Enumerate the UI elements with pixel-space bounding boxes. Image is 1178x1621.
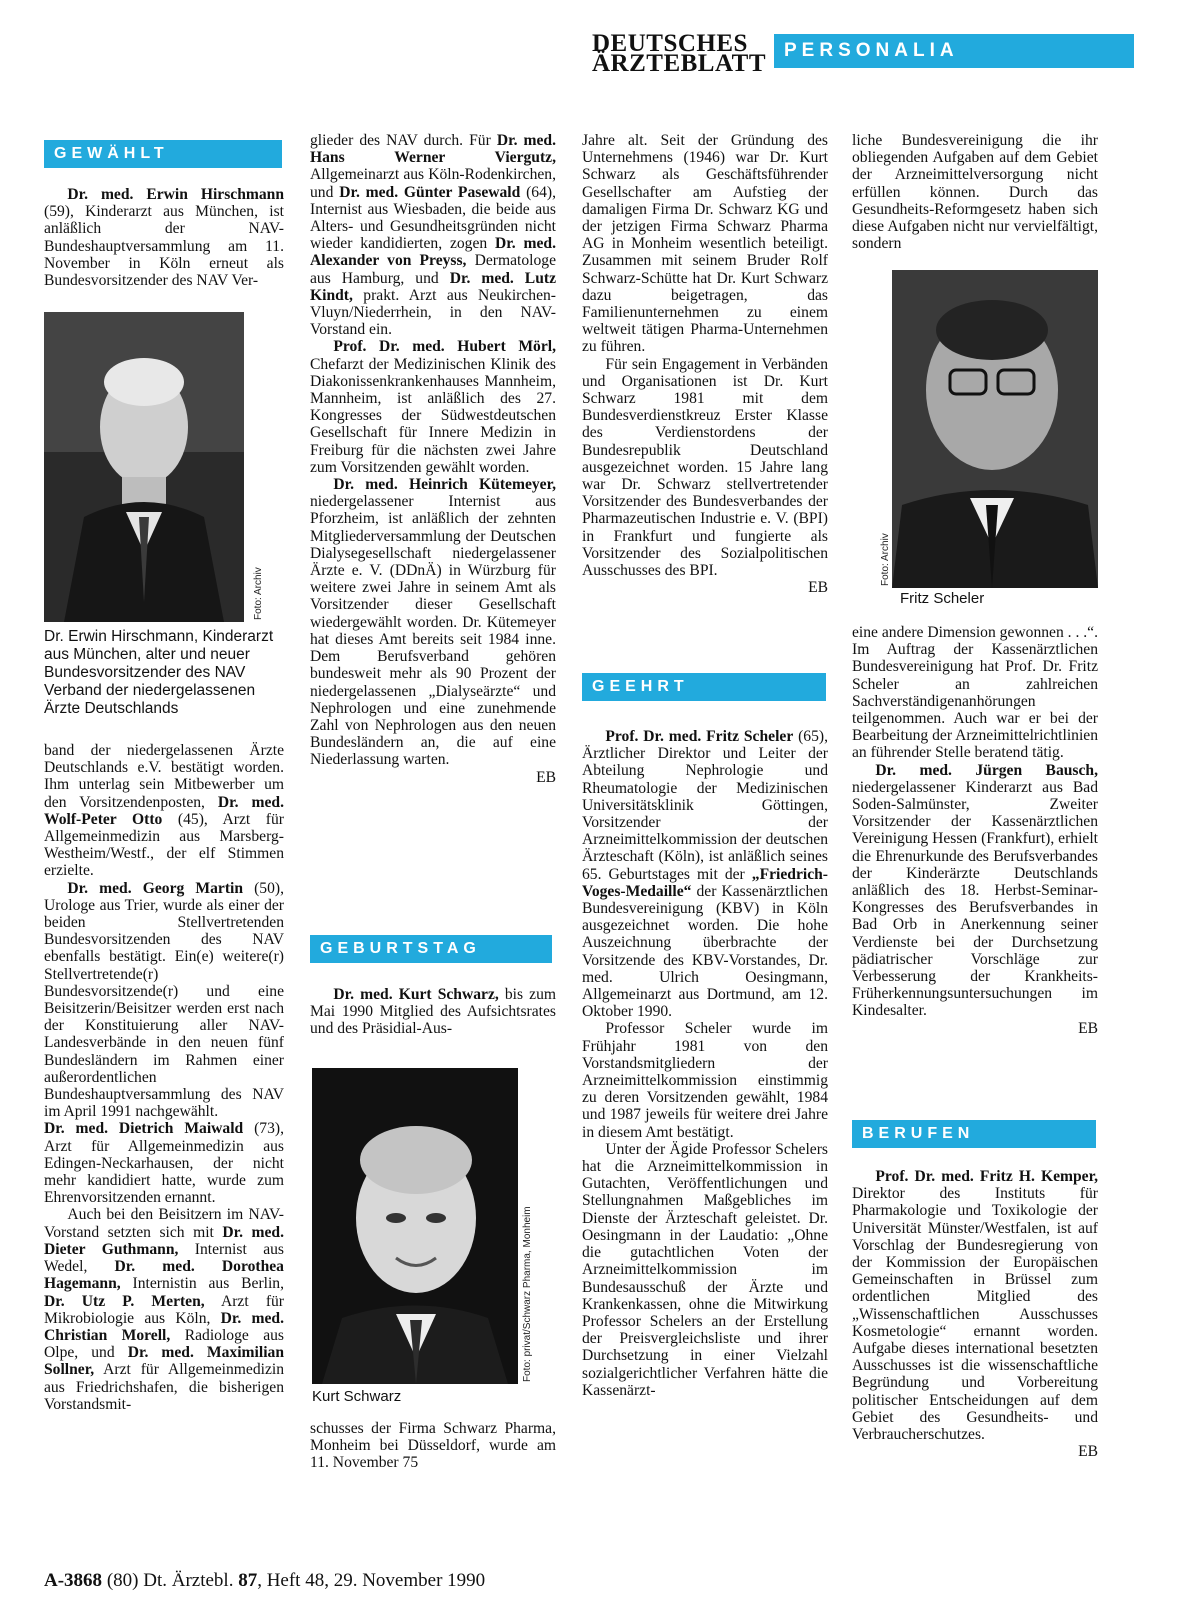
article-text: niedergelassener Kinderarzt aus Bad Soden-Salmünster, Zweiter Vorsitzender der Kassenärztlichen Vereinigung Hessen (Frankfurt), erhielt die Ehrenurkunde des Berufsverbandes der Kinderärzte Deutschlands anläßlich des 18. Herbst-Seminar-Kongresses des Berufsverbandes in Bad Orb in Anerkennung seiner Verdienste bei der Durchsetzung pädiatrischer Vorschläge zur Verbesserung der Krankheits-Früherkennungsuntersuchungen im Kindesalter. <box>852 778 1098 1020</box>
section-header-geehrt: GEEHRT <box>582 673 826 701</box>
article-text: Chefarzt der Medizinischen Klinik des Diakonissenkrankenhauses Mannheim, Mannheim, ist anläßlich des 27. Kongresses der Südwestdeutschen Gesellschaft für Innere Medizin in Freiburg für die nächsten zwei Jahre zum Vorsitzenden gewählt worden. <box>310 355 556 476</box>
article-text: der Kassenärztlichen Bundesvereinigung (KBV) in Köln ausgezeichnet worden. Die hohe Auszeichnung überbrachte der Vorsitzende des KBV-Vorstandes, Dr. med. Ulrich Oesingmann, Allgemeinarzt aus Dortmund, am 12. Oktober 1990. <box>582 882 828 1021</box>
article-text: Allgemeinarzt aus Köln-Rodenkirchen, und <box>310 166 556 201</box>
article-schwarz-continued <box>310 1420 556 1472</box>
person-name: Dr. med. Kurt Schwarz, <box>333 986 499 1003</box>
article-text: (73), Arzt für Allgemeinmedizin aus Edingen-Neckarhausen, der nicht mehr kandidiert hatte, wurde zum Ehrenvorsitzenden ernannt. <box>44 1120 284 1207</box>
article-text: Dermatologe aus Hamburg, und <box>310 252 556 287</box>
article-text: Unter der Ägide Professor Schelers hat die Arzneimittelkommission in Gutachten, Veröffentlichungen und Stellungnahmen Maßgebliches im Dienste der Ärzteschaft geleistet. Dr. Oesingmann in der Laudatio: „Ohne die gutachtlichen Voten der Arzneimittelkommission im Bundesausschuß der Ärzte und Krankenkassen, ohne die Mitwirkung Professor Schelers an der Erstellung der Preisvergleichsliste und ihrer Durchsetzung in einer Vielzahl sozialgerichtlicher Verfahren hätte die Kassenärzt- <box>582 1140 828 1399</box>
article-nav-vorstand <box>310 132 556 786</box>
person-name: Dr. med. Christian Morell, <box>44 1309 284 1344</box>
portrait-hirschmann-image <box>44 312 244 622</box>
article-text: prakt. Arzt aus Neukirchen-Vluyn/Niederrhein, in den NAV-Vorstand ein. <box>310 286 556 339</box>
caption-hirschmann: Dr. Erwin Hirschmann, Kinderarzt aus München, alter und neuer Bundesvorsitzender des NAV Verband der niedergelassenen Ärzte Deutschlands <box>44 628 274 717</box>
portrait-schwarz-image <box>312 1068 518 1384</box>
person-name: Dr. med. Heinrich Kütemeyer, <box>333 476 556 494</box>
person-name: Dr. med. Erwin Hirschmann <box>67 186 284 203</box>
footer-issue: , Heft 48, 29. November 1990 <box>257 1570 486 1591</box>
masthead-logo <box>592 30 767 77</box>
article-text: (50), Urologe aus Trier, wurde als einer der beiden Stellvertretenden Bundesvorsitzenden des NAV ebenfalls bestätigt. Ein(e) weitere(r) Stellvertretende(r) Bundesvorsitzende(r) und eine Beisitzerin/Beisitzer werden erst nach der Konstituierung aller NAV-Landesverbände in den neuen fünf Bundesländern im Rahmen einer außerordentlichen Bundeshauptversammlung des NAV im April 1991 nachgewählt. <box>44 879 284 1121</box>
article-hirschmann-intro <box>44 186 284 289</box>
person-name: Prof. Dr. med. Fritz Scheler <box>605 728 794 745</box>
person-name: Prof. Dr. med. Hubert Mörl, <box>333 338 556 356</box>
article-hirschmann-continued <box>44 742 284 1413</box>
article-text: (65), Ärztlicher Direktor und Leiter der Abteilung Nephrologie und Rheumatologie der Medizinischen Universitätsklinik Göttingen, Vorsitzender der Arzneimittelkommission der deutschen Ärzteschaft (Köln), ist anläßlich seines 65. Geburtstages mit der <box>582 728 828 883</box>
article-text: band der niedergelassenen Ärzte Deutschlands e.V. bestätigt worden. Ihm unterlag sein Mitbewerber um den Vorsitzendenposten, <box>44 742 284 811</box>
article-text: liche Bundesvereinigung die ihr obliegenden Aufgaben auf dem Gebiet der Arzneimittelversorgung nicht erfüllen können. Durch das Gesundheits-Reformgesetz haben sich diese Aufgaben nicht nur vervielfältigt, sondern <box>852 132 1098 253</box>
article-text: Direktor des Instituts für Pharmakologie und Toxikologie der Universität Münster/Westfalen, ist auf Vorschlag der Bundesregierung von der Kommission der Europäischen Gemeinschaften in Brüssel zum ordentlichen Mitglied des „Wissenschaftlichen Ausschusses Kosmetologie“ ernannt worden. Aufgabe dieses international besetzten Ausschusses ist die wissenschaftliche Begründung und Vorbereitung politischer Entscheidungen auf dem Gebiet des Gesundheits- und Verbraucherschutzes. <box>852 1185 1098 1444</box>
article-text: Arzt für Allgemeinmedizin aus Friedrichshafen, die bisherigen Vorstandsmit- <box>44 1361 284 1413</box>
person-name: Dr. med. Maximilian Sollner, <box>44 1344 284 1379</box>
person-name: Dr. med. Günter Pasewald <box>339 183 521 201</box>
article-text: (45), Arzt für Allgemeinmedizin aus Marsberg-Westheim/Westf., der elf Stimmen erzielte. <box>44 810 284 880</box>
masthead-line2: ÄRZTEBLATT <box>592 50 767 77</box>
photo-scheler <box>892 270 1098 588</box>
article-text: glieder des NAV durch. Für <box>310 132 497 149</box>
article-text: (64), Internist aus Wiesbaden, die beide aus Alters- und Gesundheitsgründen nicht wieder kandidierten, zogen <box>310 183 556 253</box>
person-name: Prof. Dr. med. Fritz H. Kemper, <box>875 1168 1098 1185</box>
section-header-geburtstag: GEBURTSTAG <box>310 935 552 963</box>
person-name: Dr. med. Jürgen Bausch, <box>875 761 1098 779</box>
person-name: Dr. med. Dorothea Hagemann, <box>44 1258 284 1293</box>
author-initials: EB <box>1078 1443 1098 1461</box>
article-text: Für sein Engagement in Verbänden und Organisationen ist Dr. Kurt Schwarz 1981 mit dem Bundesverdienstkreuz Erster Klasse des Verdienstordens der Bundesrepublik Deutschland ausgezeichnet worden. 15 Jahre lang war Dr. Schwarz stellvertretender Vorsitzender des Bundesverbandes der Pharmazeutischen Industrie e. V. (BPI) in Frankfurt und fungierte als Vorsitzender des Sozialpolitischen Ausschusses des BPI. <box>582 355 828 580</box>
section-title-personalia: PERSONALIA <box>774 34 1134 68</box>
article-text: schusses der Firma Schwarz Pharma, Monheim bei Düsseldorf, wurde am 11. November 75 <box>310 1420 556 1472</box>
footer-volume: 87 <box>238 1570 258 1591</box>
person-name: Dr. med. Dietrich Maiwald <box>44 1120 244 1138</box>
footer-citation: (80) Dt. Ärztebl. <box>106 1570 234 1591</box>
photo-credit-schwarz: Foto: privat/Schwarz Pharma, Monheim <box>522 1206 533 1382</box>
article-scheler <box>582 728 828 1399</box>
section-header-gewaehlt: GEWÄHLT <box>44 140 282 168</box>
masthead-line1: DEUTSCHES <box>592 30 748 57</box>
person-name: Dr. med. Wolf-Peter Otto <box>44 793 284 828</box>
article-text: (59), Kinderarzt aus München, ist anläßlich der NAV-Bundeshauptversammlung am 11. November in Köln erneut als Bundesvorsitzender des NAV Ver- <box>44 203 284 290</box>
article-text: bis zum Mai 1990 Mitglied des Aufsichtsrates und des Präsidial-Aus- <box>310 986 557 1038</box>
person-name: Dr. Utz P. Merten, <box>44 1292 205 1310</box>
person-name: Dr. med. Alexander von Preyss, <box>310 235 556 270</box>
award-name: „Friedrich-Voges-Medaille“ <box>582 865 828 900</box>
article-text: Internistin aus Berlin, <box>120 1275 284 1293</box>
article-text: eine andere Dimension gewonnen . . .“. Im Auftrag der Kassenärztlichen Bundesvereinigung hat Prof. Dr. Fritz Scheler an zahlreichen Sachverständigenanhörungen teilgenommen. Auch war er bei der Bearbeitung der Arzneimittelrichtlinien an führender Stelle beratend tätig. <box>852 624 1098 762</box>
photo-credit-scheler: Foto: Archiv <box>880 533 891 586</box>
article-text: Professor Scheler wurde im Frühjahr 1981 von den Vorstandsmitgliedern der Arzneimittelkommission einstimmig zu deren Vorsitzenden gewählt, 1984 und 1987 jeweils für weitere drei Jahre in diesem Amt bestätigt. <box>582 1020 828 1141</box>
article-kemper <box>852 1168 1098 1460</box>
person-name: Dr. med. Georg Martin <box>67 879 244 897</box>
section-header-berufen: BERUFEN <box>852 1120 1096 1148</box>
article-text: niedergelassener Internist aus Pforzheim, ist anläßlich der zehnten Mitgliederversammlung der Deutschen Dialysegesellschaft niedergelassener Ärzte e. V. (DDnÄ) in Würzburg für weitere zwei Jahre in seinem Amt als Vorsitzender dieser Gesellschaft wiedergewählt worden. Dr. Kütemeyer hat dieses Amt bereits seit 1984 inne. Dem Berufsverband gehören bundesweit mehr als 90 Prozent der niedergelassenen „Dialyseärzte“ und Nephrologen und eine zunehmende Zahl von Nephrologen aus den neuen Bundesländern an, die auf eine Niederlassung warten. <box>310 493 556 769</box>
article-schwarz-intro <box>310 986 556 1038</box>
photo-hirschmann <box>44 312 244 622</box>
article-text: Arzt für Mikrobiologie aus Köln, <box>44 1292 284 1327</box>
author-initials: EB <box>1078 1019 1098 1037</box>
caption-scheler: Fritz Scheler <box>900 590 985 607</box>
page-footer <box>44 1570 485 1592</box>
article-schwarz-continued-2 <box>582 132 828 596</box>
author-initials: EB <box>808 579 828 597</box>
author-initials: EB <box>536 768 556 786</box>
page-number: A-3868 <box>44 1570 103 1591</box>
article-text: Radiologe aus Olpe, und <box>44 1326 284 1362</box>
article-text: Jahre alt. Seit der Gründung des Unternehmens (1946) war Dr. Kurt Schwarz als Geschäftsführender Gesellschafter am Aufstieg der damaligen Firma Dr. Schwarz KG und der jetzigen Firma Schwarz Pharma AG in Monheim wesentlich beteiligt. Zusammen mit seinem Bruder Rolf Schwarz-Schütte hat Dr. Kurt Schwarz dazu beigetragen, das Familienunternehmen zu einem weltweit tätigen Pharma-Unternehmen zu führen. <box>582 132 828 356</box>
portrait-scheler-image <box>892 270 1098 588</box>
article-text: Internist aus Wedel, <box>44 1240 284 1276</box>
article-scheler-continued <box>852 132 1098 252</box>
person-name: Dr. med. Hans Werner Viergutz, <box>310 132 556 167</box>
photo-credit-hirschmann: Foto: Archiv <box>253 567 264 620</box>
article-scheler-bausch <box>852 624 1098 1037</box>
article-text: Auch bei den Beisitzern im NAV-Vorstand setzten sich mit <box>44 1206 284 1241</box>
caption-schwarz: Kurt Schwarz <box>312 1388 402 1405</box>
person-name: Dr. med. Dieter Guthmann, <box>44 1223 284 1258</box>
photo-schwarz <box>312 1068 518 1384</box>
person-name: Dr. med. Lutz Kindt, <box>310 269 556 304</box>
